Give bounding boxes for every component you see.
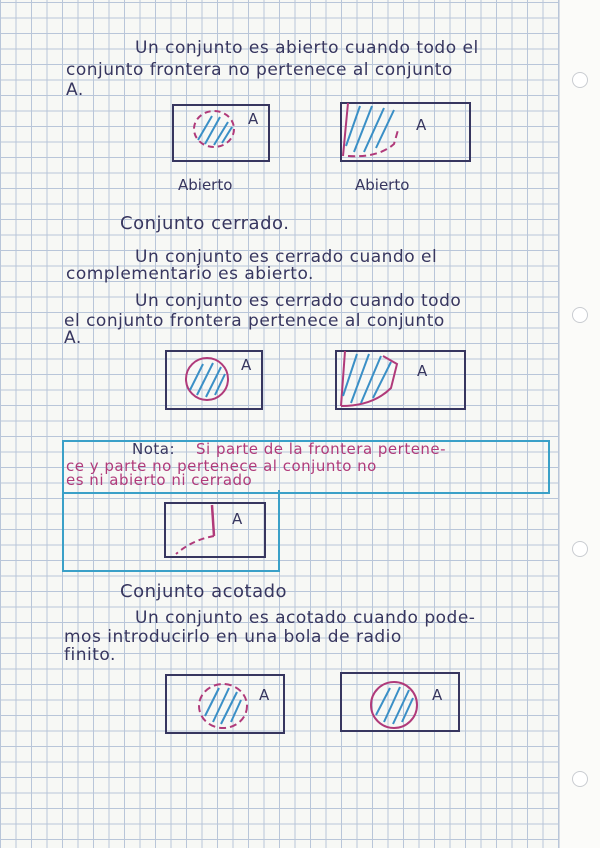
punch-hole [572, 771, 588, 787]
closed-def2-line2: el conjunto frontera pertenece al conjunto [64, 311, 445, 331]
bounded-set-diagram-2 [338, 670, 462, 736]
open-def-line3: A. [66, 80, 84, 100]
set-label: A [416, 116, 427, 134]
open-set-diagram-1 [170, 102, 272, 166]
page-margin [559, 0, 600, 848]
note-label: Nota: [132, 440, 176, 458]
open-set-diagram-2 [338, 100, 473, 166]
caption-open-1: Abierto [178, 176, 233, 194]
bounded-def-line1: Un conjunto es acotado cuando pode- [135, 608, 476, 628]
closed-def2-line3: A. [64, 328, 82, 348]
caption-open-2: Abierto [355, 176, 410, 194]
set-label: A [417, 362, 428, 380]
closed-def1-line2: complementario es abierto. [66, 264, 314, 284]
set-label: A [432, 686, 443, 704]
closed-set-diagram-2 [333, 348, 468, 414]
bounded-def-line3: finito. [64, 645, 116, 665]
punch-hole [572, 541, 588, 557]
note-line3: es ni abierto ni cerrado [66, 471, 253, 489]
closed-def2-line1: Un conjunto es cerrado cuando todo [135, 291, 462, 311]
bounded-def-line2: mos introducirlo en una bola de radio [64, 627, 402, 647]
open-def-line1: Un conjunto es abierto cuando todo el [135, 38, 479, 58]
set-label: A [259, 686, 270, 704]
closed-def1-line1: Un conjunto es cerrado cuando el [135, 247, 438, 267]
punch-hole [572, 307, 588, 323]
set-label: A [241, 356, 252, 374]
punch-hole [572, 72, 588, 88]
closed-heading: Conjunto cerrado. [120, 213, 290, 234]
note-line2: ce y parte no pertenece al conjunto no [66, 457, 377, 475]
set-label: A [248, 110, 259, 128]
bounded-set-diagram-1 [163, 672, 287, 738]
closed-set-diagram-1 [163, 348, 265, 412]
mixed-set-diagram [162, 500, 268, 562]
open-def-line2: conjunto frontera no pertenece al conjunto [66, 60, 453, 80]
set-label: A [232, 510, 243, 528]
note-line1: Si parte de la frontera pertene- [196, 440, 447, 458]
bounded-heading: Conjunto acotado [120, 581, 288, 602]
